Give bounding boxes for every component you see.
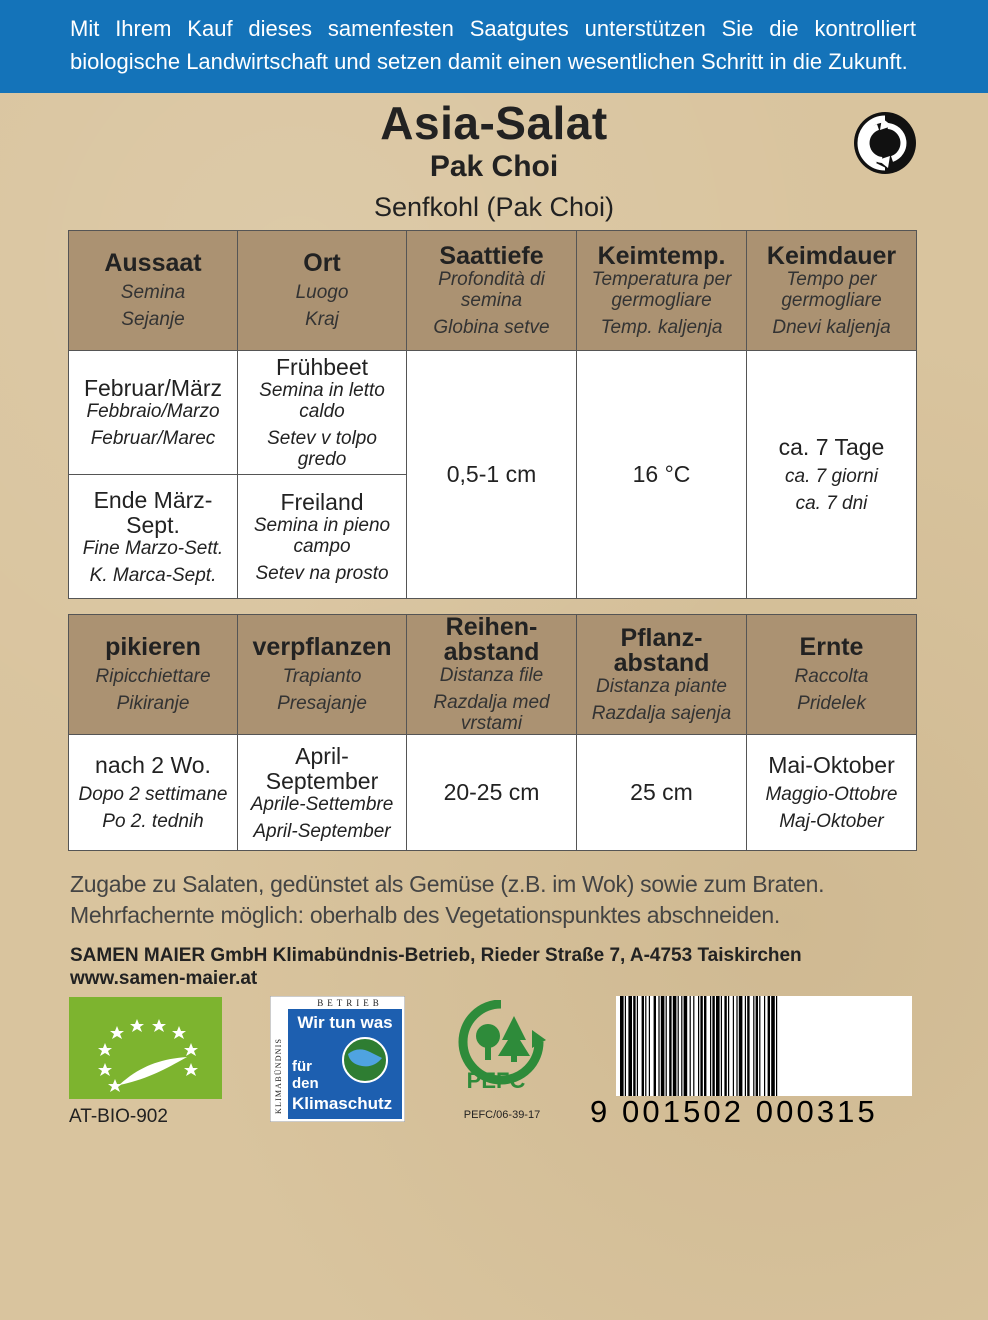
cell-sub-sl: April-September	[253, 820, 391, 842]
header-pikieren	[69, 615, 238, 735]
table-row	[69, 735, 917, 851]
cell-main: Frühbeet	[275, 354, 369, 380]
klima-slogan: Wir tun was	[297, 1013, 393, 1032]
cell-pflanzabstand	[577, 735, 747, 851]
cell-ort-2	[238, 475, 407, 599]
cell-sub-sl: Po 2. tednih	[102, 811, 204, 832]
header-sub-it: Raccolta	[794, 666, 869, 687]
company-website: www.samen-maier.at	[70, 968, 258, 989]
care-table-header	[69, 615, 917, 735]
company-info	[70, 944, 920, 990]
table-row	[69, 351, 917, 475]
cell-main: ca. 7 Tage	[778, 434, 885, 460]
care-table	[68, 614, 917, 851]
header-main: Keimdauer	[766, 241, 897, 270]
cell-main: 20-25 cm	[443, 779, 540, 805]
header-main: Saattiefe	[439, 241, 544, 270]
header-sub-it: Luogo	[295, 282, 349, 303]
cell-keimdauer	[747, 351, 917, 599]
header-main: Aussaat	[104, 249, 202, 277]
header-sub-sl: Razdalja med vrstami	[433, 692, 550, 734]
cell-sub-sl: ca. 7 dni	[795, 493, 868, 514]
header-main-2: abstand	[443, 638, 540, 666]
cell-ernte	[747, 735, 917, 851]
banner-line-2: biologische Landwirtschaft und setzen damit einen wesentlichen Schritt in die Zukunft.	[70, 49, 908, 74]
header-sub-it: Distanza file	[439, 665, 544, 686]
header-sub-it: Semina	[120, 282, 186, 303]
header-sub-it: Ripicchiettare	[95, 666, 211, 687]
cell-main: 25 cm	[630, 779, 693, 805]
header-main: pikieren	[105, 633, 201, 661]
pefc-code: PEFC/06-39-17	[463, 1109, 541, 1121]
header-sub-sl: Dnevi kaljenja	[772, 316, 891, 338]
header-sub-it: Temperatura per germogliare	[591, 268, 732, 311]
cell-aussaat-2	[69, 475, 238, 599]
cell-main: 16 °C	[632, 461, 691, 487]
klima-klimaschutz: Klimaschutz	[292, 1094, 393, 1113]
cell-ort-1	[238, 351, 407, 475]
cell-sub-it: Dopo 2 settimane	[78, 784, 228, 805]
cell-sub-sl: K. Marca-Sept.	[89, 564, 217, 586]
header-sub-sl: Temp. kaljenja	[600, 316, 723, 338]
description-line-1: Zugabe zu Salaten, gedünstet als Gemüse (z.B. im Wok) sowie zum Braten.	[70, 871, 825, 897]
header-main: verpflanzen	[252, 633, 392, 661]
header-main-1: Reihen-	[445, 614, 538, 641]
header-sub-sl: Pridelek	[797, 693, 866, 714]
cell-sub-it: Febbraio/Marzo	[86, 401, 220, 422]
header-sub-sl: Sejanje	[121, 309, 185, 330]
cell-keimtemp	[577, 351, 747, 599]
header-main: Keimtemp.	[597, 241, 726, 270]
cell-reihenabstand	[407, 735, 577, 851]
klima-den: den	[292, 1075, 319, 1092]
header-pflanzabstand	[577, 615, 747, 735]
company-address: SAMEN MAIER GmbH Klimabündnis-Betrieb, Rieder Straße 7, A-4753 Taiskirchen	[70, 945, 802, 966]
klimabuendnis-logo	[270, 996, 405, 1122]
klima-fuer: für	[292, 1058, 312, 1075]
klima-top-text: BETRIEB	[317, 998, 383, 1008]
header-sub-it: Profondità di semina	[438, 268, 545, 311]
cell-saattiefe	[407, 351, 577, 599]
cell-pikieren	[69, 735, 238, 851]
header-sub-it: Tempo per germogliare	[781, 268, 882, 311]
header-verpflanzen	[238, 615, 407, 735]
header-main: Ernte	[799, 633, 864, 661]
eu-leaf-stars-icon	[69, 997, 222, 1099]
header-keimdauer	[747, 231, 917, 351]
header-aussaat	[69, 231, 238, 351]
sowing-table-header	[69, 231, 917, 351]
cell-sub-it: Maggio-Ottobre	[765, 784, 898, 805]
product-name: Asia-Salat	[380, 97, 608, 149]
pefc-name: PEFC	[466, 1068, 526, 1092]
eu-organic-logo	[69, 997, 222, 1099]
header-sub-sl: Razdalja sajenja	[591, 702, 732, 724]
header-ernte	[747, 615, 917, 735]
cell-main: Ende März-Sept.	[93, 486, 213, 538]
header-sub-sl: Pikiranje	[116, 693, 190, 714]
green-dot-recycling-icon	[852, 110, 918, 176]
cell-sub-sl: Februar/Marec	[90, 428, 216, 449]
barcode-image	[616, 996, 912, 1096]
cell-sub-it: Semina in pieno campo	[253, 514, 391, 557]
product-subtitle: Senfkohl (Pak Choi)	[373, 192, 615, 222]
header-sub-it: Distanza piante	[596, 675, 727, 697]
product-variety: Pak Choi	[429, 150, 559, 183]
header-sub-sl: Presajanje	[277, 693, 367, 714]
cell-aussaat-1	[69, 351, 238, 475]
sowing-table	[68, 230, 917, 599]
cell-sub-sl: Maj-Oktober	[779, 811, 884, 832]
klima-side-text: KLIMABÜNDNIS	[274, 1037, 283, 1114]
header-sub-it: Trapianto	[282, 666, 362, 687]
barcode-number: 9 001502 000315	[590, 1094, 878, 1129]
cell-sub-sl: Setev na prosto	[255, 562, 389, 584]
cell-sub-sl: Setev v tolpo gredo	[267, 428, 377, 470]
cell-main: 0,5-1 cm	[446, 461, 537, 487]
header-main-2: abstand	[613, 648, 710, 677]
cell-main: Freiland	[280, 488, 364, 515]
header-main: Ort	[303, 249, 341, 277]
description-line-2: Mehrfachernte möglich: oberhalb des Vegetationspunktes abschneiden.	[70, 902, 780, 928]
header-keimtemp	[577, 231, 747, 351]
header-sub-sl: Globina setve	[433, 316, 550, 338]
cell-main: Mai-Oktober	[768, 752, 895, 778]
bio-control-code: AT-BIO-902	[69, 1106, 168, 1127]
pefc-logo	[452, 1000, 550, 1092]
info-banner	[0, 0, 988, 93]
header-main-1: Pflanz-	[620, 623, 703, 652]
cell-main: April-September	[265, 742, 379, 794]
header-sub-sl: Kraj	[305, 309, 339, 330]
cell-sub-it: ca. 7 giorni	[785, 466, 878, 487]
header-reihenabstand	[407, 615, 577, 735]
header-saattiefe	[407, 231, 577, 351]
banner-line-1: Mit Ihrem Kauf dieses samenfesten Saatgutes unterstützen Sie die kontrolliert	[70, 16, 916, 41]
cell-sub-it: Semina in letto caldo	[259, 380, 385, 422]
cell-sub-it: Aprile-Settembre	[250, 793, 394, 815]
cell-sub-it: Fine Marzo-Sett.	[82, 537, 224, 559]
cell-verpflanzen	[238, 735, 407, 851]
cell-main: nach 2 Wo.	[95, 752, 211, 778]
cell-main: Februar/März	[83, 375, 223, 401]
header-ort	[238, 231, 407, 351]
